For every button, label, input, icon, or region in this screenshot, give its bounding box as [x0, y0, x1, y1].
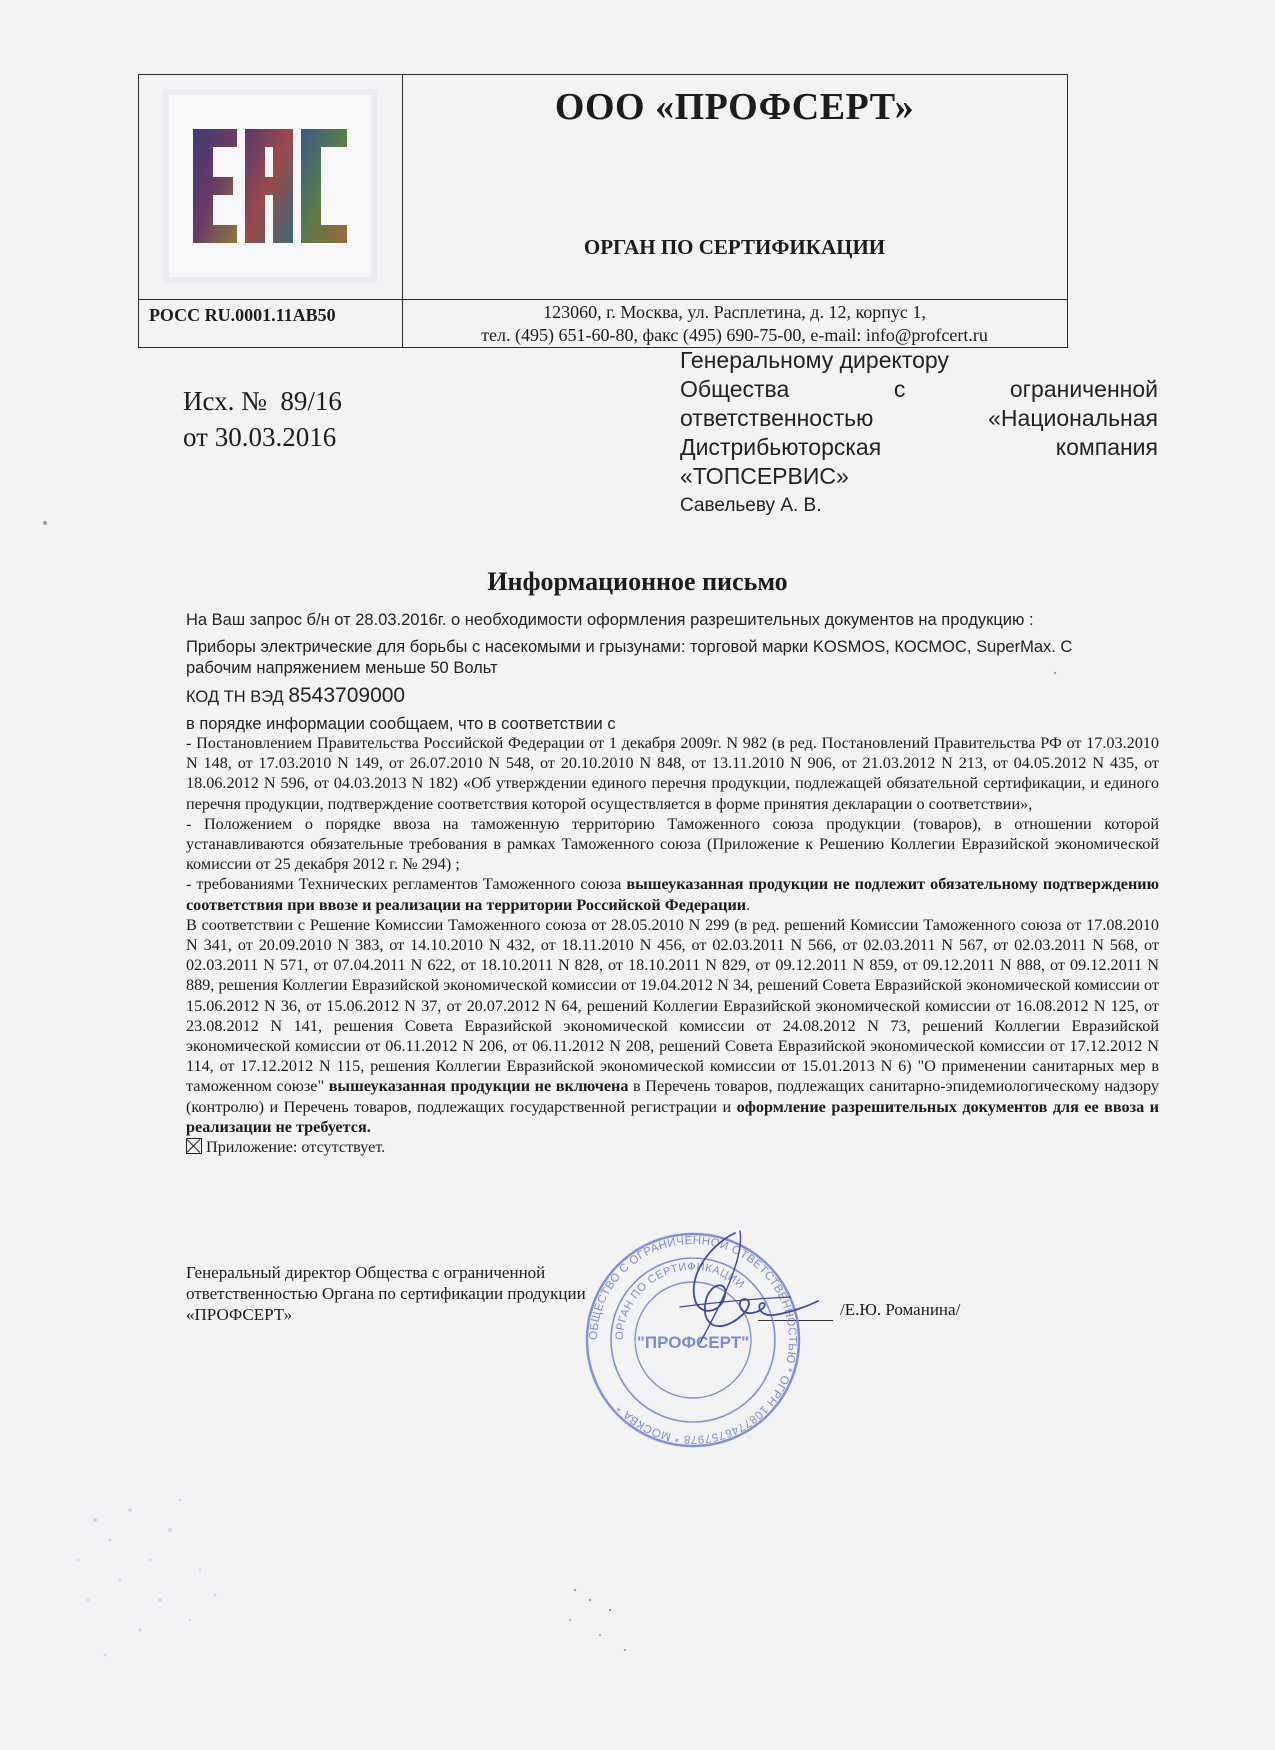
body-bold-text: вышеуказанная продукции не подлежит обязательному подтверждению соответствия при ввозе и реализации на территории Российской Федерации: [186, 875, 1160, 914]
signatory-name: /Е.Ю. Романина/: [840, 1300, 961, 1319]
addressee-block: [680, 346, 1158, 520]
addressee-line: Общества с ограниченной: [680, 376, 1158, 402]
document-title: Информационное письмо: [487, 567, 788, 596]
addressee-line: Генеральному директору: [680, 347, 949, 373]
signatory-title: Генеральный директор Общества с ограниченной: [186, 1263, 546, 1282]
eac-logo: [163, 89, 377, 283]
addressee-name: Савельеву А. В.: [680, 495, 822, 516]
stamp-center-text: "ПРОФСЕРТ": [636, 1333, 750, 1352]
body-text: в Перечень товаров, подлежащих санитарно-эпидемиологическому надзору (контролю) и Перечень товаров, подлежащих государственной регистрации и: [186, 1077, 1159, 1116]
organization-name: ООО «ПРОФСЕРТ»: [554, 86, 915, 128]
reference-date: от 30.03.2016: [183, 422, 337, 452]
body-paragraph: - Постановлением Правительства Российской Федерации от 1 декабря 2009г. N 982 (в ред. Постановлений Правительства РФ от 17.03.2010 N 148, от 17.03.2010 N 149, от 26.07.2010 N 548, от 20.10.2010 N 848, от 13.11.2010 N 906, от 21.03.2012 N 213, от 04.05.2012 N 435, от 18.06.2012 N 596, от 04.03.2013 N 182) «Об утверждении единого перечня продукции, подлежащей обязательной сертификации, и единого перечня продукции, подтверждение соответствия которой осуществляется в форме принятия декларации о соответствии»,: [186, 734, 1159, 813]
stamp-outer-text: ОБЩЕСТВО С ОГРАНИЧЕННОЙ ОТВЕТСТВЕННОСТЬЮ * ОГРН 1087746757978 * МОСКВА *: [587, 1234, 799, 1446]
hs-code-value: 8543709000: [288, 684, 406, 707]
signatory-title: «ПРОФСЕРТ»: [186, 1305, 293, 1324]
organization-address: [402, 301, 1067, 347]
addressee-line: «ТОПСЕРВИС»: [680, 463, 849, 489]
letter-body: [186, 733, 1159, 1157]
body-paragraph: [186, 915, 1159, 1137]
attachment-text: Приложение: отсутствует.: [206, 1138, 386, 1157]
addressee-line: Дистрибьюторская компания: [680, 434, 1158, 460]
organization-subtitle: ОРГАН ПО СЕРТИФИКАЦИИ: [583, 235, 886, 259]
signatory-title: ответственностью Органа по сертификации продукции: [186, 1284, 586, 1303]
addressee-line: ответственностью «Национальная: [680, 405, 1158, 431]
body-text: В соответствии с Решение Комиссии Таможенного союза от 28.05.2010 N 299 (в ред. решений Комиссии Таможенного союза от 17.08.2010 N 341, от 20.09.2010 N 383, от 14.10.2010 N 432, от 18.11.2010 N 456, от 02.03.2011 N 566, от 02.03.2011 N 567, от 02.03.2011 N 568, от 02.03.2011 N 571, от 07.04.2011 N 622, от 18.10.2011 N 828, от 18.10.2011 N 829, от 09.12.2011 N 859, от 09.12.2011 N 888, от 09.12.2011 N 889, решения Коллегии Евразийской экономической комиссии от 19.04.2012 N 34, решений Совета Евразийской экономической комиссии от 15.06.2012 N 36, от 15.06.2012 N 37, от 20.07.2012 N 64, решений Коллегии Евразийской экономической комиссии от 16.08.2012 N 125, от 23.08.2012 N 141, решения Совета Евразийской экономической комиссии от 24.08.2012 N 73, решений Коллегии Евразийской экономической комиссии от 06.11.2012 N 206, от 06.11.2012 N 208, решений Совета Евразийской экономической комиссии от 17.12.2012 N 114, от 17.12.2012 N 115, решения Коллегии Евразийской экономической комиссии от 15.01.2013 N 6) "О применении санитарных мер в таможенном союзе": [186, 915, 1159, 1096]
body-text: - требованиями Технических регламентов Таможенного союза: [186, 875, 627, 894]
intro-line: в порядке информации сообщаем, что в соответствии с: [186, 715, 616, 733]
stamp-ring-text: ОРГАН ПО СЕРТИФИКАЦИИ: [613, 1260, 747, 1341]
contact-line: тел. (495) 651-60-80, факс (495) 690-75-00, e-mail: info@profcert.ru: [481, 325, 988, 345]
address-line: 123060, г. Москва, ул. Расплетина, д. 12, корпус 1,: [543, 302, 926, 322]
hs-code-label: КОД ТН ВЭД: [186, 688, 289, 706]
product-description: Приборы электрические для борьбы с насекомыми и грызунами: торговой марки KOSMOS, КОСМОС, SuperMax. С рабочим напряжением меньше 50 Вольт: [186, 638, 1073, 677]
handwritten-signature: [640, 1225, 820, 1365]
hs-code-line: [186, 685, 1116, 708]
body-paragraph: [186, 874, 1159, 914]
letterhead-divider-horizontal: [139, 299, 1067, 300]
attachment-line: [186, 1137, 1159, 1157]
registration-code: РОСС RU.0001.11АВ50: [149, 305, 336, 325]
letterhead: [138, 74, 1068, 348]
reference-number: Исх. № 89/16: [183, 386, 342, 416]
outgoing-reference: [183, 383, 342, 455]
checkbox-crossed-icon: [186, 1138, 202, 1154]
request-line: На Ваш запрос б/н от 28.03.2016г. о необходимости оформления разрешительных документов на продукцию :: [186, 611, 1034, 629]
eac-logo-icon: [185, 121, 355, 251]
body-text: .: [746, 895, 751, 914]
body-paragraph: - Положением о порядке ввоза на таможенную территорию Таможенного союза продукции (товаров), в отношении которой устанавливаются обязательные требования в рамках Таможенного союза (Приложение к Решению Коллегии Евразийской экономической комиссии от 25 декабря 2012 г. № 294) ;: [186, 814, 1159, 874]
body-bold-text: оформление разрешительных документов для ее ввоза и реализации не требуется.: [186, 1097, 1159, 1136]
body-bold-text: вышеуказанная продукции не включена: [328, 1077, 629, 1096]
request-section: [186, 610, 1116, 735]
